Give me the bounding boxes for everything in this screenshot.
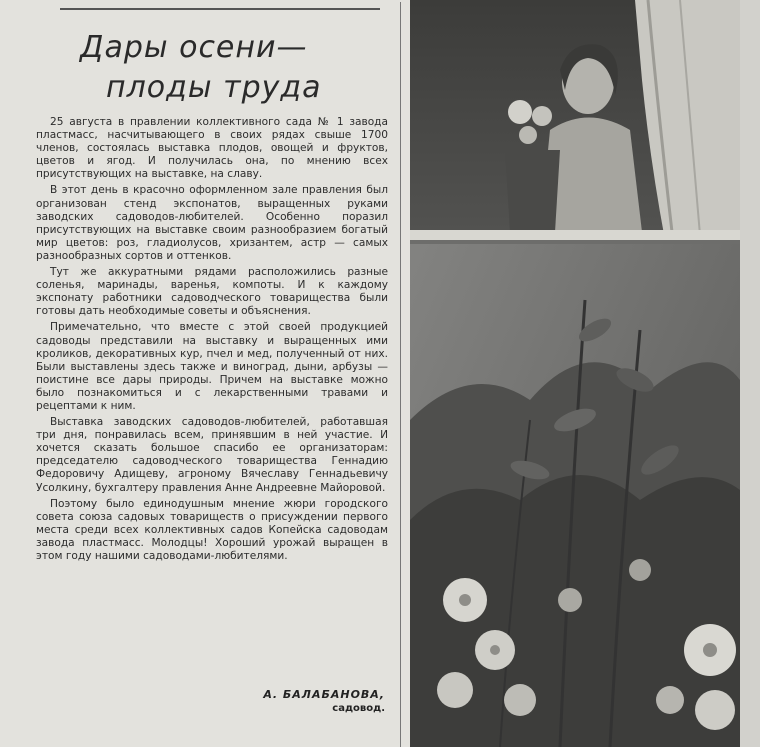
page-edge bbox=[740, 0, 760, 747]
article-photo bbox=[410, 0, 740, 747]
author-role: садовод. bbox=[332, 703, 385, 714]
top-rule bbox=[60, 8, 380, 10]
column-rule bbox=[400, 2, 401, 747]
photo-illustration bbox=[410, 0, 740, 747]
paragraph: В этот день в красочно оформленном зале правления был организован стенд экспонатов, выращенных руками заводских садоводов-любителей. Особенно поразил присутствующих на выставке своим разнообразием богатый мир цветов: роз, гладиолусов, хризантем, астр — самых разнообразных сортов и оттенков. bbox=[36, 184, 388, 262]
headline-line-1: Дары осени— bbox=[80, 30, 308, 65]
author-name: А. БАЛАБАНОВА, bbox=[263, 688, 385, 701]
paragraph: Выставка заводских садоводов-любителей, работавшая три дня, понравилась всем, принявшим в ней участие. И хочется сказать большое спасибо ее организаторам: председателю садоводческого товарищества Геннадию Федоровичу Адищеву, агроному Вячеславу Геннадьевичу Усолкину, бухгалтеру правления Анне Андреевне Майоровой. bbox=[36, 416, 388, 494]
byline bbox=[250, 688, 385, 716]
paragraph: 25 августа в правлении коллективного сада № 1 завода пластмасс, насчитывающего в своих рядах свыше 1700 членов, состоялась выставка плодов, овощей и фруктов, цветов и ягод. И получилась она, по мнению всех присутствующих на выставке, на славу. bbox=[36, 116, 388, 181]
paragraph: Поэтому было единодушным мнение жюри городского совета союза садовых товариществ о присуждении первого места среди всех коллективных садов Копейска садоводам завода пластмасс. Молодцы! Хороший урожай выращен в этом году нашими садоводами-любителями. bbox=[36, 497, 388, 562]
article-body bbox=[36, 116, 388, 566]
article-headline bbox=[80, 28, 380, 108]
headline-line-2: плоды труда bbox=[106, 70, 322, 105]
paragraph: Тут же аккуратными рядами расположились разные соленья, маринады, варенья, компоты. И к каждому экспонату работники садоводческого товарищества были готовы дать необходимые советы и объяснения. bbox=[36, 266, 388, 318]
paragraph: Примечательно, что вместе с этой своей продукцией садоводы представили на выставку и выращенных ими кроликов, декоративных кур, пчел и мед, полученный от них. Были выставлены здесь также и виноград, дыни, арбузы — поистине все дары природы. Причем на выставке можно было познакомиться и с лекарственными травами и рецептами к ним. bbox=[36, 321, 388, 412]
